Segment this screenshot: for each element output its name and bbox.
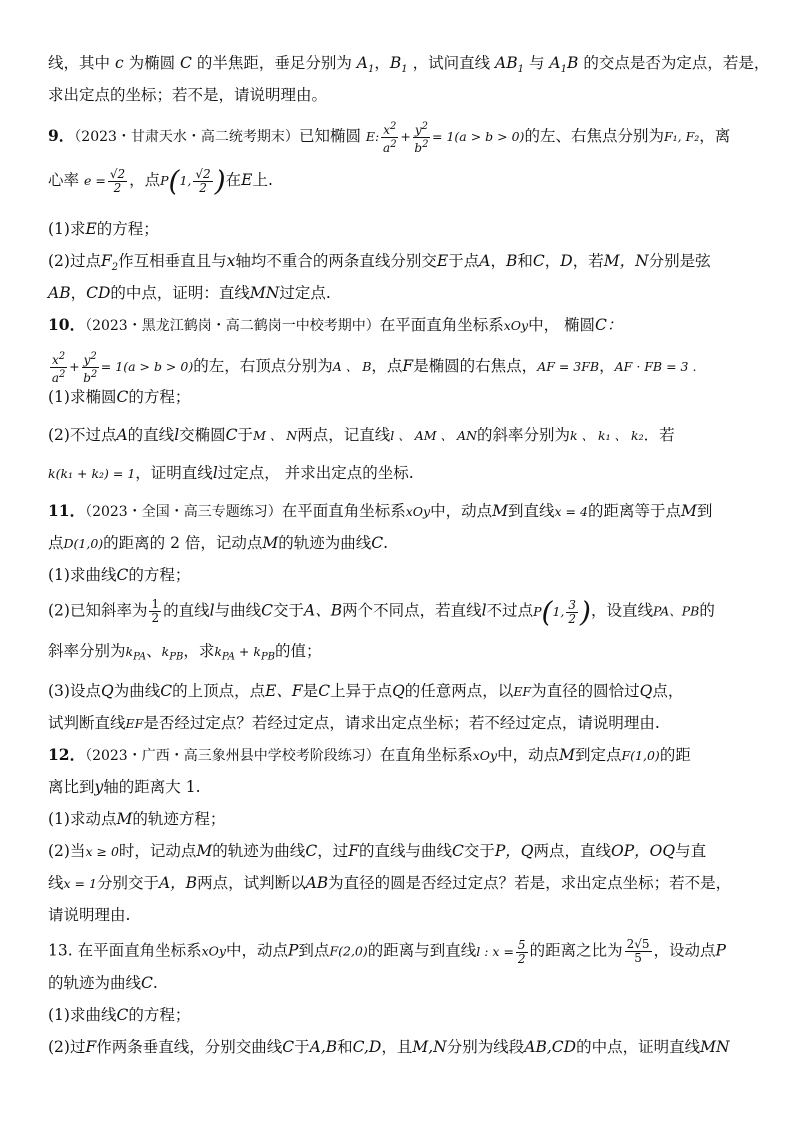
text: ，试问直线 [412, 54, 491, 72]
problem-12-q2-line-2: 线x = 1分别交于A，B两点，试判断以AB为直径的圆是否经过定点？若是，求出定点坐标；若不是， [48, 874, 732, 892]
problem-10-line-2: $\frac{x^2}{a^2}$ + $\frac{y^2}{b^2}$ = 1(a > b > 0)的左，右顶点分别为A 、 B，点F是椭圆的右焦点，AF = 3FB，AF · FB = 3 . [48, 350, 750, 385]
problem-9-q2: (2)过点$F_2$作互相垂直且与x轴均不重合的两条直线分别交E于点A，B和C，D，若M，N分别是弦 [48, 252, 711, 274]
text: 为椭圆 [128, 54, 176, 72]
math-symbol: C [180, 54, 192, 72]
problem-11-q3: (3)设点Q为曲线C的上顶点，点E、F是C上异于点Q的任意两点，以EF为直径的圆恰过Q点， [48, 682, 684, 700]
text-line [48, 84, 750, 106]
problem-11-line-1: 11．（2023・全国・高三专题练习）在平面直角坐标系xOy中，动点M到直线x = 4的距离等于点M到 [48, 501, 713, 520]
problem-source: （2023・甘肃天水・高二统考期末） [74, 129, 299, 145]
problem-13-q1: (1)求曲线C的方程； [48, 1006, 191, 1024]
problem-12-q2: (2)当x ≥ 0时，记动点M的轨迹为曲线C，过F的直线与曲线C交于P，Q两点，直线OP，OQ与直 [48, 842, 707, 860]
problem-number: 12． [48, 745, 86, 764]
math-symbol: $k_{PA}$ [125, 644, 147, 663]
text: 心率 [48, 171, 80, 189]
problem-11-q1: (1)求曲线C的方程； [48, 566, 191, 584]
problem-11-q2: (2)已知斜率为 $\frac{1}{2}$ 的直线l与曲线C交于A、B两个不同点，若直线l不过点P(1, $\frac{3}{2}$ )，设直线PA、PB的 [48, 595, 715, 628]
problem-source: （2023・黑龙江鹤岗・高二鹤岗一中校考期中） [85, 318, 380, 334]
problem-10-q1: (1)求椭圆C的方程； [48, 388, 191, 406]
text: 的左、右焦点分别为 [524, 127, 664, 145]
problem-12-q2-line-3: 请说明理由. [48, 906, 131, 924]
problem-12-q1: (1)求动点M的轨迹方程； [48, 810, 226, 828]
problem-11-line-2: 点D(1,0)的距离的 2 倍，记动点M的轨迹为曲线C. [48, 534, 389, 552]
math-vector-condition: AF · FB = 3 . [614, 359, 697, 374]
math-ellipse: $\frac{x^2}{a^2}$ + $\frac{y^2}{b^2}$ = 1(a > b > 0) [51, 351, 194, 385]
problem-number: 13. [48, 941, 73, 960]
math-symbol: $B_1$ [389, 54, 408, 76]
math-expression: $k_{PA} + k_{PB}$ [214, 644, 276, 663]
math-line-eq: l : x = $\frac{5}{2}$ [476, 937, 526, 966]
problem-9-line-2 [48, 164, 750, 198]
math-symbol: c [114, 54, 124, 72]
problem-12-line-1: 12．（2023・广西・高三象州县中学校考阶段练习）在直角坐标系xOy中，动点M到定点F(1,0)的距 [48, 745, 691, 764]
text: 的半焦距，垂足分别为 [196, 54, 352, 72]
problem-source: （2023・全国・高三专题练习） [85, 504, 282, 520]
math-eccentricity: e = $\frac{√2}{2}$ [83, 167, 126, 195]
problem-9-q1: (1)求E的方程； [48, 220, 159, 238]
problem-9-q2-line-2: AB，CD的中点，证明：直线MN过定点. [48, 284, 331, 302]
problem-number: 10． [48, 315, 86, 334]
math-symbol: $AB_1$ [495, 54, 525, 76]
problem-10-q2: (2)不过点A的直线l交椭圆C于M 、 N两点，记直线l 、 AM 、 AN的斜率分别为k 、 k₁ 、 k₂．若 [48, 426, 675, 444]
math-point: P(1, $\frac{3}{2}$ ) [533, 595, 591, 628]
text: 线，其中 [48, 54, 111, 72]
math-vector-condition: AF = 3FB [537, 359, 600, 374]
text: 在 [225, 171, 242, 189]
text: 与 [528, 54, 545, 72]
problem-13-line-2: 的轨迹为曲线C. [48, 974, 158, 992]
math-symbol: $A_1$ [356, 54, 375, 76]
problem-number: 11． [48, 501, 86, 520]
problem-11-q2-line-2: 斜率分别为$k_{PA}$、$k_{PB}$，求$k_{PA} + k_{PB}$的值； [48, 642, 322, 663]
text-line [48, 52, 770, 81]
text: ，离 [699, 127, 731, 145]
text: 的交点是否为定点，若是， [583, 54, 770, 72]
math-ellipse: E: $\frac{x^2}{a^2}$ + $\frac{y^2}{b^2}$ = 1(a > b > 0) [365, 121, 525, 155]
text: 已知椭圆 [298, 127, 361, 145]
problem-11-q3-line-2: 试判断直线EF是否经过定点？若经过定点，请求出定点坐标；若不经过定点，请说明理由. [48, 714, 660, 732]
math-symbol: $F_2$ [100, 252, 119, 274]
text: ，点 [129, 171, 161, 189]
problem-13-line-1: 13. 在平面直角坐标系xOy中，动点P到点F(2,0)的距离与到直线l : x = $\frac{5}{2}$ 的距离之比为 $\frac{2√5}{5}$ ，设动点P [48, 937, 726, 966]
problem-10-q2-line-2: k(k₁ + k₂) = 1，证明直线l过定点， 并求出定点的坐标. [48, 464, 414, 482]
math-symbol: E [241, 171, 253, 189]
problem-12-line-2: 离比到y轴的距离大 1. [48, 778, 201, 796]
text: ， [374, 54, 390, 72]
math-symbol: $A_1B$ [549, 54, 579, 76]
text: 求出定点的坐标；若不是，请说明理由。 [48, 86, 328, 104]
math-symbol: $k_{PB}$ [161, 644, 184, 663]
math-symbol: F₁, F₂ [663, 129, 700, 144]
problem-9-line-1 [48, 120, 750, 155]
problem-10-line-1: 10．（2023・黑龙江鹤岗・高二鹤岗一中校考期中）在平面直角坐标系xOy中， 椭圆C： [48, 315, 623, 334]
problem-13-q2: (2)过F作两条垂直线，分别交曲线C于A,B和C,D，且M,N分别为线段AB,CD的中点，证明直线MN [48, 1038, 730, 1056]
text: 上. [252, 171, 273, 189]
math-point: P(1, $\frac{√2}{2}$ ) [160, 164, 226, 198]
problem-number: 9． [48, 126, 75, 145]
problem-source: （2023・广西・高三象州县中学校考阶段练习） [85, 748, 380, 764]
